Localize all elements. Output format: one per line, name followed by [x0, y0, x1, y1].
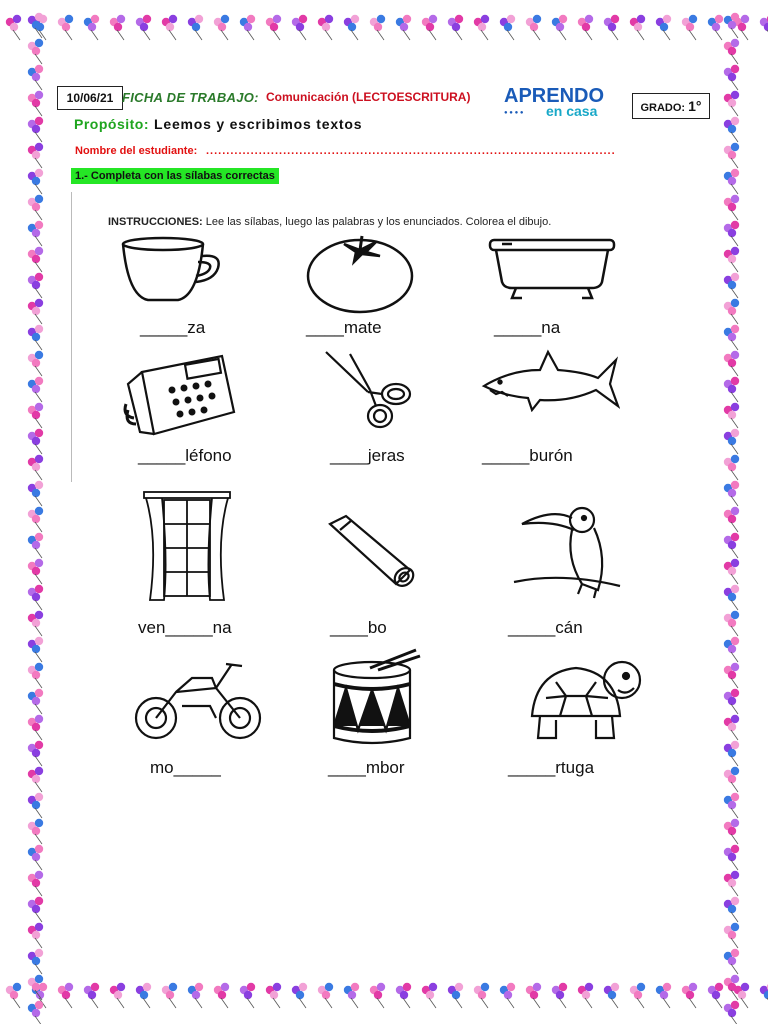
balloon-icon — [724, 767, 739, 792]
worksheet-title-label: FICHA DE TRABAJO: — [122, 90, 259, 105]
window-icon — [142, 490, 232, 602]
balloon-icon — [28, 715, 43, 740]
balloon-icon — [724, 325, 739, 350]
balloon-icon — [28, 793, 43, 818]
balloon-icon — [448, 983, 463, 1008]
balloon-icon — [630, 983, 645, 1008]
balloon-icon — [28, 117, 43, 142]
balloon-icon — [724, 65, 739, 90]
balloon-icon — [28, 845, 43, 870]
balloon-icon — [682, 983, 697, 1008]
balloon-icon — [724, 819, 739, 844]
balloon-icon — [724, 871, 739, 896]
balloon-icon — [110, 15, 125, 40]
svg-text:● ● ● ●: ● ● ● ● — [504, 110, 524, 116]
balloon-icon — [28, 13, 43, 38]
turtle-icon — [526, 652, 644, 744]
word-11[interactable]: ____mbor — [328, 758, 405, 777]
balloon-icon — [28, 403, 43, 428]
balloon-icon — [474, 983, 489, 1008]
word-4[interactable]: _____léfono — [138, 446, 232, 465]
balloon-icon — [500, 983, 515, 1008]
balloon-icon — [28, 455, 43, 480]
balloon-icon — [724, 663, 739, 688]
balloon-icon — [28, 65, 43, 90]
balloon-icon — [724, 975, 739, 1000]
balloon-icon — [656, 15, 671, 40]
balloon-icon — [724, 195, 739, 220]
bathtub-icon — [488, 236, 616, 306]
balloon-icon — [28, 247, 43, 272]
balloon-icon — [724, 273, 739, 298]
purpose-text: Leemos y escribimos textos — [154, 116, 363, 132]
balloon-icon — [188, 983, 203, 1008]
balloon-border-bottom — [0, 962, 768, 1024]
balloon-icon — [724, 897, 739, 922]
purpose-label: Propósito: — [74, 116, 149, 132]
balloon-icon — [240, 15, 255, 40]
instructions-label: INSTRUCCIONES: — [108, 216, 203, 228]
balloon-icon — [344, 983, 359, 1008]
balloon-icon — [724, 455, 739, 480]
worksheet-subject: Comunicación (LECTOESCRITURA) — [266, 90, 471, 104]
balloon-icon — [240, 983, 255, 1008]
balloon-icon — [552, 983, 567, 1008]
balloon-icon — [28, 611, 43, 636]
balloon-icon — [724, 689, 739, 714]
balloon-icon — [28, 975, 43, 1000]
student-name-line[interactable]: ..................................................................................................... — [206, 145, 616, 157]
balloon-icon — [724, 949, 739, 974]
balloon-icon — [526, 983, 541, 1008]
balloon-icon — [292, 15, 307, 40]
question-1-heading: 1.- Completa con las sílabas correctas — [71, 168, 279, 184]
toucan-icon — [512, 498, 622, 602]
balloon-icon — [28, 195, 43, 220]
balloon-icon — [344, 15, 359, 40]
balloon-icon — [28, 429, 43, 454]
balloon-icon — [84, 15, 99, 40]
balloon-icon — [214, 15, 229, 40]
balloon-icon — [724, 351, 739, 376]
balloon-icon — [724, 221, 739, 246]
balloon-icon — [396, 15, 411, 40]
word-7[interactable]: ven_____na — [138, 618, 232, 637]
balloon-icon — [292, 983, 307, 1008]
balloon-icon — [28, 559, 43, 584]
balloon-icon — [28, 767, 43, 792]
balloon-icon — [604, 15, 619, 40]
balloon-icon — [630, 15, 645, 40]
word-10[interactable]: mo_____ — [150, 758, 221, 777]
balloon-icon — [724, 91, 739, 116]
balloon-icon — [28, 637, 43, 662]
balloon-border-right — [706, 0, 768, 1024]
telephone-icon — [122, 352, 236, 438]
cup-icon — [118, 236, 228, 306]
balloon-icon — [370, 983, 385, 1008]
balloon-icon — [724, 507, 739, 532]
balloon-icon — [578, 983, 593, 1008]
word-1[interactable]: _____za — [140, 318, 206, 337]
balloon-icon — [28, 949, 43, 974]
balloon-icon — [656, 983, 671, 1008]
word-6[interactable]: _____burón — [482, 446, 573, 465]
student-name-label: Nombre del estudiante: — [75, 145, 198, 157]
divider-line — [71, 192, 72, 482]
shark-icon — [480, 348, 620, 412]
balloon-icon — [162, 983, 177, 1008]
balloon-icon — [318, 983, 333, 1008]
grade-value: 1° — [688, 98, 702, 114]
balloon-icon — [724, 637, 739, 662]
balloon-icon — [578, 15, 593, 40]
instructions — [108, 216, 551, 228]
balloon-icon — [396, 983, 411, 1008]
balloon-icon — [724, 611, 739, 636]
grade-label: GRADO: — [640, 102, 686, 114]
balloon-border-left — [0, 0, 56, 1024]
balloon-icon — [266, 983, 281, 1008]
balloon-icon — [724, 299, 739, 324]
balloon-icon — [724, 169, 739, 194]
balloon-icon — [28, 533, 43, 558]
balloon-icon — [724, 481, 739, 506]
drum-icon — [330, 648, 422, 748]
balloon-icon — [724, 715, 739, 740]
balloon-icon — [28, 91, 43, 116]
balloon-icon — [28, 481, 43, 506]
balloon-icon — [28, 39, 43, 64]
balloon-icon — [28, 325, 43, 350]
balloon-icon — [448, 15, 463, 40]
balloon-icon — [724, 793, 739, 818]
balloon-icon — [724, 377, 739, 402]
balloon-icon — [370, 15, 385, 40]
balloon-icon — [422, 983, 437, 1008]
word-5[interactable]: ____jeras — [330, 446, 405, 465]
balloon-icon — [724, 403, 739, 428]
balloon-icon — [58, 15, 73, 40]
aprendo-en-casa-logo — [502, 84, 618, 120]
balloon-icon — [28, 871, 43, 896]
balloon-icon — [724, 533, 739, 558]
word-12[interactable]: _____rtuga — [508, 758, 595, 777]
balloon-icon — [724, 845, 739, 870]
balloon-icon — [604, 983, 619, 1008]
word-2[interactable]: ____mate — [306, 318, 382, 337]
balloon-icon — [28, 169, 43, 194]
balloon-icon — [28, 351, 43, 376]
balloon-icon — [28, 585, 43, 610]
balloon-icon — [724, 13, 739, 38]
balloon-icon — [28, 377, 43, 402]
balloon-icon — [84, 983, 99, 1008]
balloon-icon — [724, 429, 739, 454]
word-9[interactable]: _____cán — [508, 618, 583, 637]
balloon-icon — [28, 663, 43, 688]
scissors-icon — [320, 350, 414, 432]
balloon-icon — [724, 923, 739, 948]
balloon-icon — [552, 15, 567, 40]
balloon-icon — [28, 221, 43, 246]
instructions-text: Lee las sílabas, luego las palabras y los enunciados. Colorea el dibujo. — [202, 216, 552, 228]
balloon-icon — [136, 983, 151, 1008]
balloon-icon — [28, 689, 43, 714]
balloon-icon — [724, 1001, 739, 1024]
balloon-icon — [28, 299, 43, 324]
balloon-icon — [162, 15, 177, 40]
balloon-icon — [28, 819, 43, 844]
balloon-icon — [724, 143, 739, 168]
balloon-icon — [724, 39, 739, 64]
balloon-icon — [500, 15, 515, 40]
balloon-icon — [724, 117, 739, 142]
word-8[interactable]: ____bo — [330, 618, 387, 637]
tomato-icon — [304, 230, 416, 314]
balloon-icon — [188, 15, 203, 40]
balloon-icon — [28, 1001, 43, 1024]
tube-icon — [326, 514, 418, 590]
balloon-icon — [266, 15, 281, 40]
word-3[interactable]: _____na — [494, 318, 561, 337]
balloon-icon — [28, 741, 43, 766]
balloon-icon — [318, 15, 333, 40]
balloon-icon — [724, 247, 739, 272]
balloon-icon — [724, 741, 739, 766]
balloon-icon — [58, 983, 73, 1008]
balloon-icon — [422, 15, 437, 40]
balloon-border-top — [0, 0, 768, 44]
svg-text:en casa: en casa — [546, 103, 598, 119]
balloon-icon — [682, 15, 697, 40]
balloon-icon — [28, 273, 43, 298]
balloon-icon — [474, 15, 489, 40]
motorcycle-icon — [132, 656, 266, 744]
balloon-icon — [28, 923, 43, 948]
balloon-icon — [724, 559, 739, 584]
svg-text:APRENDO: APRENDO — [504, 85, 605, 107]
date-box: 10/06/21 — [57, 86, 123, 110]
balloon-icon — [724, 585, 739, 610]
grade-box — [632, 93, 710, 119]
balloon-icon — [28, 897, 43, 922]
balloon-icon — [136, 15, 151, 40]
balloon-icon — [110, 983, 125, 1008]
balloon-icon — [28, 143, 43, 168]
balloon-icon — [526, 15, 541, 40]
balloon-icon — [214, 983, 229, 1008]
balloon-icon — [28, 507, 43, 532]
